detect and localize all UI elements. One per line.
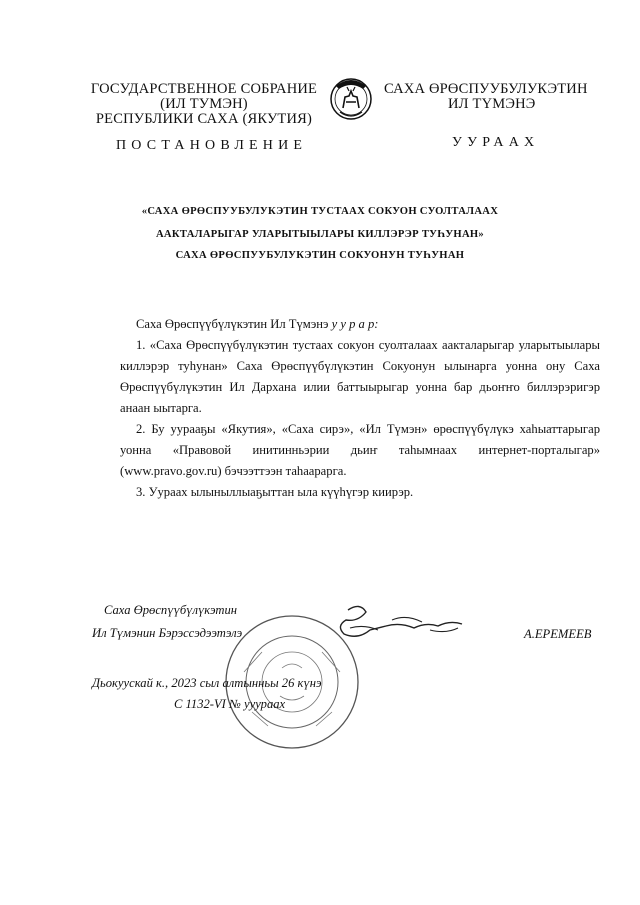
item-3: 3. Уураах ылыныллыаҕыттан ыла күүһүгэр киирэр. bbox=[136, 485, 414, 499]
header-left-line2: (ИЛ ТУМЭН) bbox=[160, 96, 248, 112]
title-line3: САХА ӨРӨСПУУБУЛУКЭТИН СОКУОНУН ТУҺУНАН bbox=[175, 250, 465, 261]
doctype-right: УУРААХ bbox=[452, 135, 540, 150]
title-line2: ААКТАЛАРЫГАР УЛАРЫТЫЫЛАРЫ КИЛЛЭРЭР ТУҺУНАН» bbox=[155, 229, 485, 240]
header-left-line1: ГОСУДАРСТВЕННОЕ СОБРАНИЕ bbox=[90, 81, 318, 97]
item-1: 1. «Саха Өрөспүүбүлүкэтин тустаах сокуон суолталаах аакталарыгар уларытыылары киллэрэр туһунан» Саха Өрөспүүбүлүкэтин Сокуонун ылынарга уонна ону Саха Өрөспүүбүлүкэтин Ил Дархана илии баттыырыгар уонна бар дьоҥҥо биллэрэригэр анаан ыытарга. bbox=[120, 338, 600, 415]
document-body bbox=[120, 314, 600, 503]
place-date: Дьокуускай к., 2023 сыл алтынньы 26 күнэ bbox=[92, 676, 322, 690]
header-right-line2: ИЛ ТҮМЭНЭ bbox=[448, 96, 536, 112]
preamble-verb: у у р а р: bbox=[331, 317, 379, 331]
doctype-left: ПОСТАНОВЛЕНИЕ bbox=[116, 138, 308, 153]
signature-caption-line1: Саха Өрөспүүбүлүкэтин bbox=[104, 603, 237, 617]
header-left-line3: РЕСПУБЛИКИ САХА (ЯКУТИЯ) bbox=[95, 111, 313, 127]
signatory-name: А.ЕРЕМЕЕВ bbox=[524, 627, 592, 641]
document-number: С 1132-VI № ууураах bbox=[174, 697, 286, 711]
header-left-block bbox=[88, 82, 320, 127]
coat-of-arms-icon bbox=[326, 72, 376, 128]
item-2: 2. Бу уурааҕы «Якутия», «Саха сирэ», «Ил Түмэн» өрөспүүбүлүкэ хаһыаттарыгар уонна «Правовой инитинньэрии дьиҥ таһымнаах интернет-порталыгар» (www.pravo.gov.ru) бэчээттээн таһаарарга. bbox=[120, 422, 600, 478]
title-line1: «САХА ӨРӨСПУУБУЛУКЭТИН ТУСТААХ СОКУОН СУОЛТАЛААХ bbox=[141, 206, 499, 217]
header-right-block bbox=[380, 82, 600, 112]
preamble bbox=[120, 314, 600, 335]
signature-caption-line2: Ил Түмэнин Бэрэссэдээтэлэ bbox=[92, 626, 243, 640]
preamble-text: Саха Өрөспүүбүлүкэтин Ил Түмэнэ bbox=[136, 317, 329, 331]
header-right-line1: САХА ӨРӨСПУУБУЛУКЭТИН bbox=[384, 81, 588, 97]
